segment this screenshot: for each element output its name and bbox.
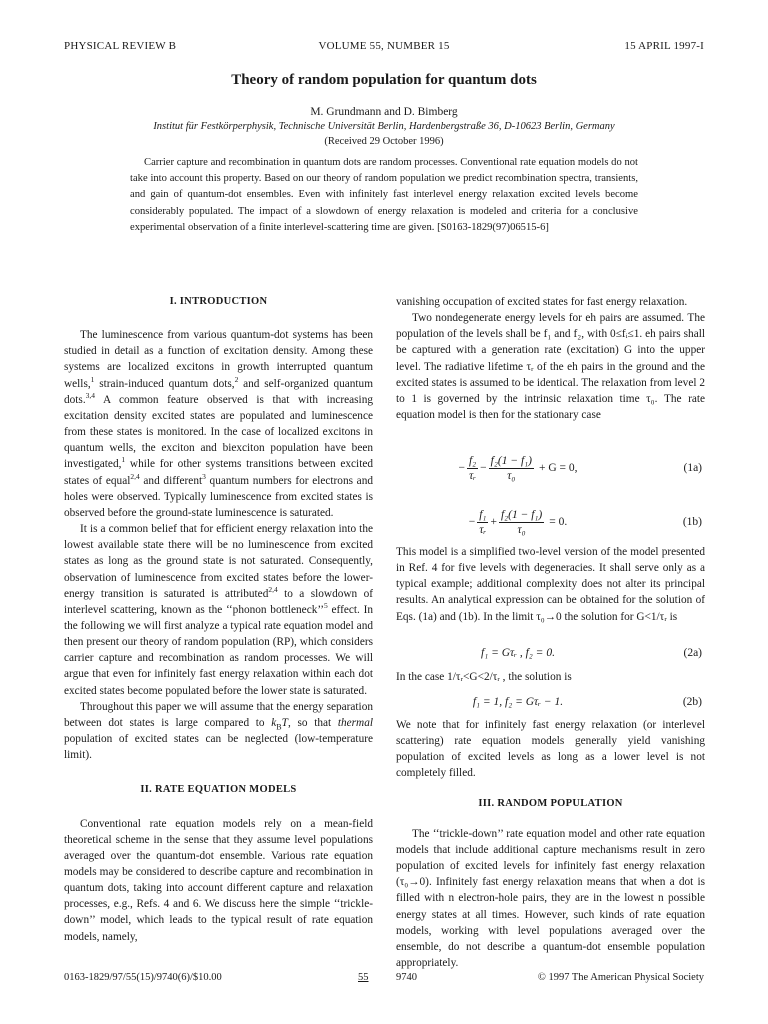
equation-1b-number: (1b) xyxy=(682,516,702,528)
volume-number: VOLUME 55, NUMBER 15 xyxy=(318,40,450,52)
footer-code: 0163-1829/97/55(15)/9740(6)/$10.00 xyxy=(64,972,222,983)
section-heading-random-population: III. RANDOM POPULATION xyxy=(478,797,623,809)
right-column-bottom xyxy=(396,717,705,971)
right-paragraph-2: This model is a simplified two-level version of the model presented in Ref. 4 for five levels with degeneracies. It shall serve only as a typical example; additional complexity does not alter its principal results. An analytical expression can be obtained for the solution of Eqs. (1a) and (1b). In the limit τ₀→0 the solution for G<1/τᵣ is xyxy=(396,546,705,623)
issue-date: 15 APRIL 1997-I xyxy=(624,40,704,52)
equation-2b: f₁ = 1, f₂ = Gτᵣ − 1. (2b) xyxy=(472,696,702,708)
paper-title: Theory of random population for quantum dots xyxy=(231,72,537,88)
equation-2b-number: (2b) xyxy=(682,696,702,708)
right-paragraph-3: In the case 1/τᵣ<G<2/τᵣ , the solution is xyxy=(396,671,572,683)
copyright: © 1997 The American Physical Society xyxy=(537,972,704,983)
intro-paragraph-1: The luminescence from various quantum-dot systems has been studied in detail as a function of excitation density. Among these systems are localized excitons in growth interrupted quantum wells,$^1$ strain-induced quantum dots,$^2$ and self-organized quantum dots.$^{3,4}$ A common feature observed is that with increasing excitation density excited states are populated and luminescence from these states is monitored. In the case of localized excitons in quantum wells, the exciton and biexciton population have been investigated,$^1$ while for other systems transitions between excited states of equal$^{2,4}$ and different$^3$ quantum numbers for electrons and holes were observed. Typically luminescence from excited states is observed before the ground-state luminescence is saturated. xyxy=(64,329,373,519)
rate-paragraph-1: Conventional rate equation models rely on a mean-field theoretical scheme in the sense that they assume level populations averaged over the quantum-dot ensemble. Various rate equation models may be considered to describe capture and recombination in quantum dots, taking into account different capture and relaxation processes, e.g., Refs. 4 and 6. We discuss here the simple ‘‘trickle-down’’ model, which leads to the typical result of rate equation models, namely, xyxy=(64,817,373,943)
affiliation: Institut für Festkörperphysik, Technische Universität Berlin, Hardenbergstraße 36, D-10623 Berlin, Germany xyxy=(153,121,615,132)
equation-1b: − $\frac{\text{f₁}}{\text{τᵣ}}$ + $\frac{\text{f₂(1 − f₁)}}{\text{τ₀}}$ = 0. (1b) xyxy=(398,502,704,542)
equation-2a: f₁ = Gτᵣ , f₂ = 0. (2a) xyxy=(481,647,702,659)
random-paragraph-1: The ‘‘trickle-down’’ rate equation model and other rate equation models that include additional capture mechanisms result in zero population of excited levels for infinitely fast energy relaxation (τ₀→0). Infinitely fast energy relaxation means that when a dot is filled with n electron-hole pairs, they are in the lowest n possible energy states at all times. However, such kinds of rate equation models, working with level populations averaged over the ensemble, do not describe a quantum-dot ensemble population appropriately. xyxy=(396,827,705,970)
footer-volume: 55 xyxy=(358,972,369,983)
left-column xyxy=(64,294,373,945)
intro-paragraph-3: Throughout this paper we will assume that the energy separation between dot states is large compared to $k_BT$, so that thermal population of excited states can be neglected (low-temperature limit). xyxy=(64,700,373,762)
equation-1a-number: (1a) xyxy=(683,462,702,474)
authors: M. Grundmann and D. Bimberg xyxy=(310,106,458,118)
right-paragraph-4: We note that for infinitely fast energy relaxation (or interlevel scattering) rate equation models generally yield vanishing population of excited levels as long as a lower level is not completely filled. xyxy=(396,719,705,780)
right-paragraph-1: Two nondegenerate energy levels for eh pairs are assumed. The population of the levels shall be f₁ and f₂, with 0≤fᵢ≤1. eh pairs shall be captured with a generation rate (excitation) G into the upper level. The radiative lifetime τᵣ of the eh pairs in the ground and the excited states is assumed to be identical. The relaxation from level 2 to 1 is governed by the intrinsic relaxation time τ₀. The rate equation model is then for the stationary case xyxy=(396,312,705,422)
intro-paragraph-2: It is a common belief that for efficient energy relaxation into the lowest available state there will be no luminescence from excited states as long as the ground state is not saturated. Consequently, observation of luminescence from excited states before the lower-energy transition is saturated is attributed$^{2,4}$ to a slowdown of interlevel scattering, known as the ‘‘phonon bottleneck’’$^5$ effect. In the following we will first analyze a typical rate equation model and then present our theory of random population (RP), which considers carrier capture and recombination as random processes. We will argue that even for infinitely fast energy relaxation within each dot excited states become populated before the lower state is saturated. xyxy=(64,523,373,697)
right-paragraph-2-block xyxy=(396,544,705,625)
equation-2a-number: (2a) xyxy=(683,647,702,659)
right-paragraph-0: vanishing occupation of excited states for fast energy relaxation. xyxy=(396,296,688,308)
equation-1a: − $\frac{\text{f₂}}{\text{τᵣ}}$ − $\frac{\text{f₂(1 − f₁)}}{\text{τ₀}}$ + G = 0, (1a) xyxy=(398,448,704,488)
section-heading-rate-equation-models: II. RATE EQUATION MODELS xyxy=(140,784,297,796)
section-heading-introduction: I. INTRODUCTION xyxy=(169,296,268,307)
journal-name: PHYSICAL REVIEW B xyxy=(64,40,177,52)
right-paragraph-3-block xyxy=(396,669,705,685)
page-number: 9740 xyxy=(396,972,417,983)
abstract: Carrier capture and recombination in quantum dots are random processes. Conventional rate equation models do not take into account this property. Based on our theory of random population we predict recombination spectra, transients, and gain of quantum-dot ensembles. Even with infinitely fast interlevel energy relaxation excited levels become considerably populated. The impact of a slowdown of energy relaxation is modeled and criteria for a conclusive experimental observation of a finite interlevel-scattering time are given. [S0163-1829(97)06515-6] xyxy=(130,157,638,233)
right-column-top xyxy=(396,294,705,423)
received-date: (Received 29 October 1996) xyxy=(324,136,444,147)
